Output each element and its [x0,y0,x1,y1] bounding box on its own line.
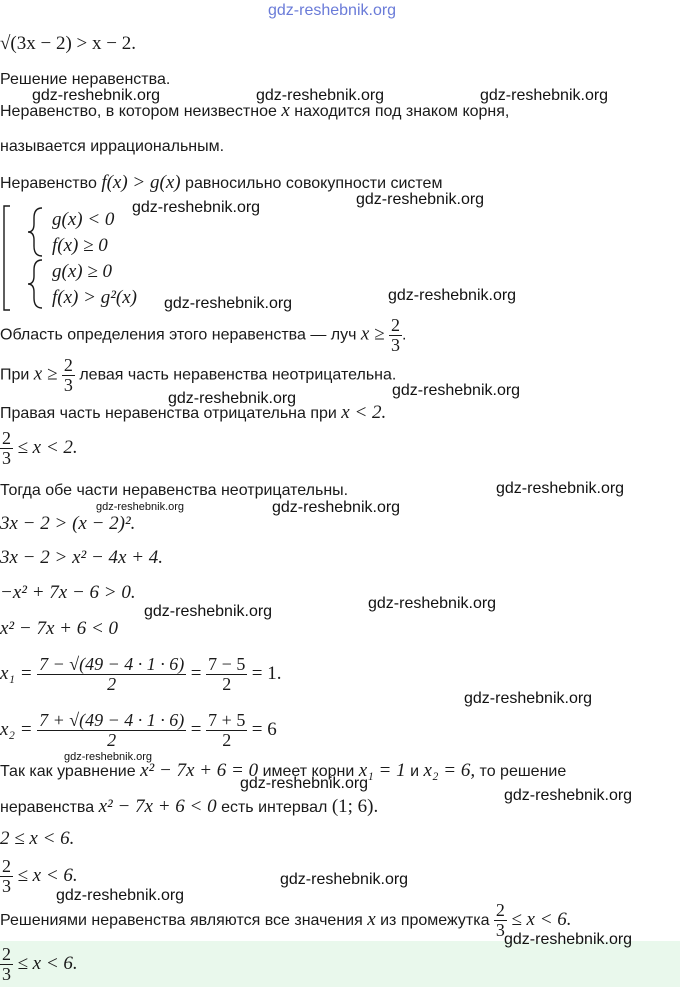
system-line: g(x) ≥ 0 [52,261,113,282]
watermark: gdz-reshebnik.org [256,87,385,104]
fraction-two-thirds: $\frac{2}{3}$ [2,428,11,469]
x2-result: = 6 [251,719,277,740]
system-of-systems [0,204,180,314]
domain-text: Область определения этого неравенства — луч [0,326,357,344]
x1-lhs: x₁ = [0,663,33,684]
final-tail: ≤ x < 6. [511,909,572,930]
watermark: gdz-reshebnik.org [504,931,633,948]
watermark: gdz-reshebnik.org [96,501,185,513]
step-4: x² − 7x + 6 < 0 [0,618,119,639]
interval-line-2: 2 ≤ x < 6. [0,828,75,849]
roots-mid: имеет корни [262,763,355,780]
problem-statement [0,33,136,55]
watermark: gdz-reshebnik.org [240,775,369,792]
lhs-post: левая часть неравенства неотрицательна. [79,366,397,384]
equiv-math: f(x) > g(x) [101,172,181,193]
fraction-two-thirds: $\frac{2}{3}$ [2,944,11,985]
final-var: x [367,909,376,930]
step-1: 3x − 2 > (x − 2)². [0,513,136,534]
sol-mid: есть интервал [221,799,328,816]
final-text: Решениями неравенства являются все значения [0,912,363,929]
equiv-post: равносильно совокупности систем [185,175,443,192]
rhs-text: Правая часть неравенства отрицательна при [0,405,337,422]
watermark: gdz-reshebnik.org [132,199,261,216]
interval-1: ≤ x < 2. [17,437,78,458]
x1-fraction: $\frac{7 - √(49 - 4 \cdot 1 \cdot 6)}{2}$ [39,654,185,695]
interval-3: ≤ x < 6. [17,865,78,886]
heading: Решение неравенства. [0,71,171,88]
x2-mid-fraction: $\frac{7 + 5}{2}$ [208,710,246,751]
def-var: x [281,100,290,121]
roots-eq: x² − 7x + 6 = 0 [140,760,259,781]
final-line [0,898,572,943]
watermark: gdz-reshebnik.org [168,390,297,407]
watermark: gdz-reshebnik.org [268,2,397,19]
answer-content [0,943,78,986]
equiv-text: Неравенство [0,175,97,192]
watermark: gdz-reshebnik.org [388,287,517,304]
x1-result: = 1. [251,663,282,684]
watermark: gdz-reshebnik.org [272,499,401,516]
step-2: 3x − 2 > x² − 4x + 4. [0,547,164,568]
watermark: gdz-reshebnik.org [164,295,293,312]
bracket-braces [0,204,60,314]
rhs-math: x < 2. [341,402,387,423]
interval-line-1 [0,428,78,469]
sol-text: неравенства [0,799,95,816]
lhs-text: При [0,366,30,384]
x1-mid-fraction: $\frac{7 - 5}{2}$ [208,654,246,695]
problem-text: √(3x − 2) > x − 2. [0,33,136,54]
watermark: gdz-reshebnik.org [392,382,521,399]
watermark: gdz-reshebnik.org [480,87,609,104]
watermark: gdz-reshebnik.org [504,787,633,804]
x2-formula: x₂ = $\frac{7 + √(49 - 4 \cdot 1 \cdot 6)}{2}$ = $\frac{7 + 5}{2}$ = 6 [0,710,277,751]
def-text: Неравенство, в котором неизвестное [0,103,277,120]
watermark: gdz-reshebnik.org [356,191,485,208]
solution-line [0,796,378,818]
watermark: gdz-reshebnik.org [64,751,153,763]
fraction-two-thirds: $\frac{2}{3}$ [2,856,11,897]
sol-ineq: x² − 7x + 6 < 0 [98,796,217,817]
rhs-line [0,403,386,424]
x2-fraction: $\frac{7 + √(49 - 4 \cdot 1 \cdot 6)}{2}$ [39,710,185,751]
x1-formula: x₁ = $\frac{7 - √(49 - 4 \cdot 1 \cdot 6)}{2}$ = $\frac{7 - 5}{2}$ = 1. [0,654,282,695]
lhs-math: x ≥ [33,363,58,385]
watermark: gdz-reshebnik.org [496,480,625,497]
answer-text: ≤ x < 6. [17,953,78,974]
watermark: gdz-reshebnik.org [464,690,593,707]
both-line: Тогда обе части неравенства неотрицательны. [0,482,349,499]
final-from: из промежутка [380,912,490,929]
x2-lhs: x₂ = [0,719,33,740]
roots-post: то решение [479,763,567,780]
system-line: g(x) < 0 [52,209,115,230]
definition-line-2: называется иррациональным. [0,138,225,155]
watermark: gdz-reshebnik.org [32,87,161,104]
fraction-two-thirds: $\frac{2}{3}$ [390,315,400,355]
definition-line-1 [0,101,509,122]
domain-math: x ≥ [360,323,385,345]
sol-interval: (1; 6). [331,796,379,817]
roots-and: и [410,763,420,780]
system-line: f(x) ≥ 0 [52,235,108,256]
watermark: gdz-reshebnik.org [368,595,497,612]
def-text-post: находится под знаком корня, [294,103,510,120]
fraction-two-thirds: $\frac{2}{3}$ [495,900,505,941]
domain-line: Область определения этого неравенства — луч x ≥ $\frac{2}{3}$ . [0,315,407,355]
watermark: gdz-reshebnik.org [144,603,273,620]
roots-x1: x₁ = 1 [358,760,406,781]
system-line: f(x) > g²(x) [52,287,137,308]
step-3: −x² + 7x − 6 > 0. [0,582,136,603]
roots-text: Так как уравнение [0,763,136,780]
watermark: gdz-reshebnik.org [280,871,409,888]
fraction-two-thirds: $\frac{2}{3}$ [63,355,73,395]
watermark: gdz-reshebnik.org [56,887,185,904]
roots-x2: x₂ = 6, [423,760,476,781]
